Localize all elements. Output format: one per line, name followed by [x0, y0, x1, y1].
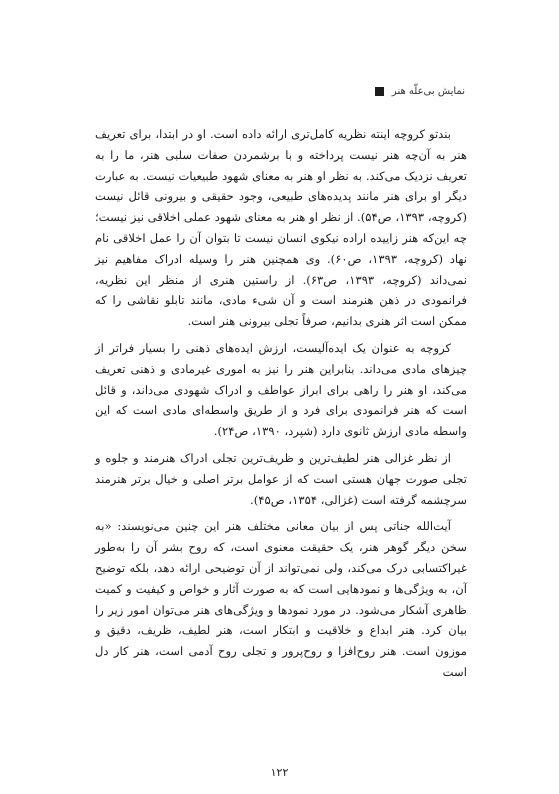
paragraph-3: از نظر غزالی هنر لطیف‌ترین و ظریف‌ترین تجلی ادراک هنرمند و جلوه و تجلی صورت جهان هستی است که از عوامل برتر اصلی و خیال برتر هنرمند سرچشمه گرفته است (غزالی، ۱۳۵۴، ص۴۵).: [95, 450, 467, 507]
header-title: نمایش بی‌علّه هنر: [391, 86, 465, 97]
paragraph-2: کروچه به عنوان یک ایده‌آلیست، ارزش ایده‌های ذهنی را بسیار فراتر از چیزهای مادی می‌داند. بنابراین هنر را نیز به اموری غیرمادی و ذهنی تعریف می‌کند، او هنر را راهی برای ابراز عواطف و ادراک شهودی می‌داند، و قائل است که هنر فرانمودی برای فرد و از طریق واسطه‌ای مادی است که این واسطه مادی ارزش ثانوی دارد (شپرد، ۱۳۹۰، ص۲۴).: [95, 340, 467, 439]
paragraph-1: بندتو کروچه اینته نظریه کامل‌تری ارائه داده است. او در ابتدا، برای تعریف هنر به آن‌چه هنر نیست پرداخته و با برشمردن صفات سلبی هنر، ما را به تعریف نزدیک می‌کند. به نظر او هنر به معنای شهود طبیعیات نیست. به عبارت دیگر او برای هنر مانند پدیده‌های طبیعی، وجود حقیقی و بیرونی قائل نیست (کروچه، ۱۳۹۳، ص۵۴). از نظر او هنر به معنای شهود عملی اخلاقی نیز نیست؛ چه این‌که هنر زاییده اراده نیکوی انسان نیست تا بتوان آن را عمل اخلاقی نام نهاد (کروچه، ۱۳۹۳، ص۶۰). وی همچنین هنر را وسیله ادراک مفاهیم نیز نمی‌داند (کروچه، ۱۳۹۳، ص۶۳). از راستین هنری از منظر این نظریه، فرانمودی در ذهن هنرمند است و آن شیء مادی، مانند تابلو نقاشی را که ممکن است اثر هنری بدانیم، صرفاً تجلی بیرونی هنر است.: [95, 127, 468, 329]
paragraph-4: آیت‌الله جناتی پس از بیان معانی مختلف هنر این چنین می‌نویسند: «به سخن دیگر گوهر هنر، یک حقیقت معنوی است، که روح بشر آن را به‌طور غیراکتسابی درک می‌کند، ولی نمی‌تواند از آن توضیحی ارائه دهد، بلکه توضیح آن، به ویژگی‌ها و نمودهایی است که به صورت آثار و خواص و کیفیت و کمیت ظاهری آشکار می‌شود. در مورد نمودها و ویژگی‌های هنر می‌توان امور زیر را بیان کرد. هنر ابداع و خلاقیت و ابتکار است، هنر لطیف، ظریف، دقیق و موزون است. هنر روح‌افزا و روح‌پرور و تجلی روح آدمی است، هنر کار دل است: [95, 519, 467, 679]
running-header: [375, 86, 465, 97]
body-text: [95, 124, 467, 689]
page-number: ۱۲۲: [270, 766, 289, 779]
square-bullet-icon: [375, 87, 384, 96]
